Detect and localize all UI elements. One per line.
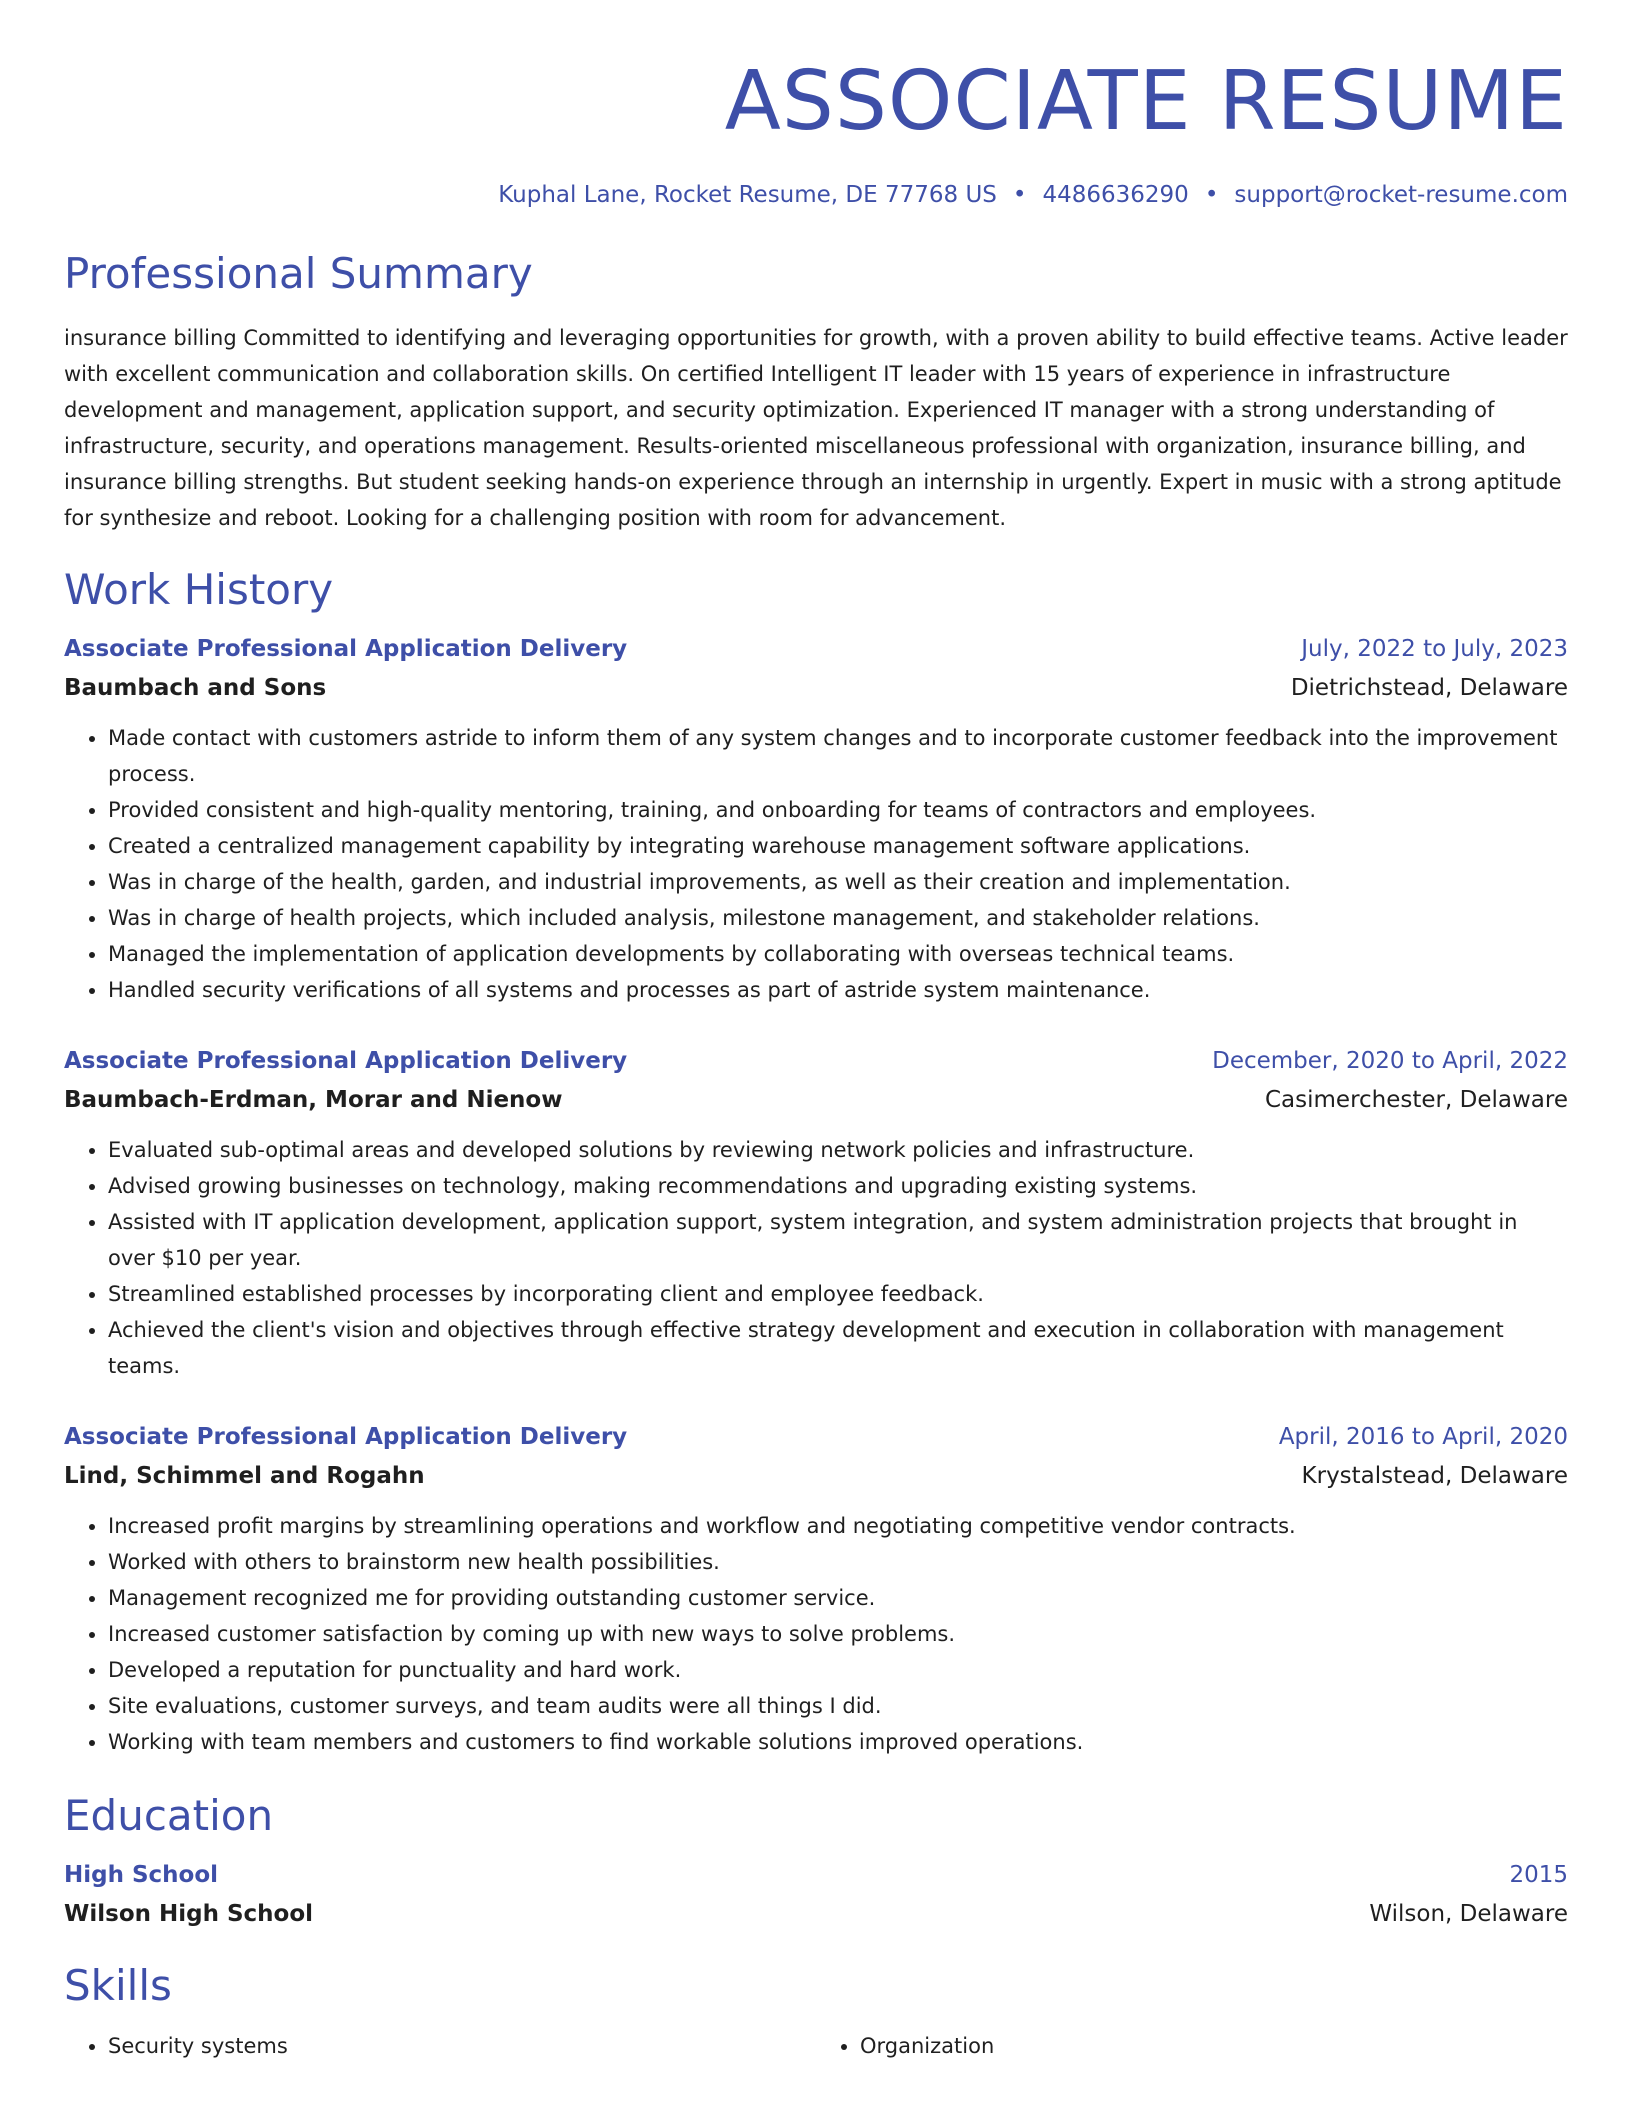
skills-column-left: [64, 2028, 816, 2064]
job-title: Associate Professional Application Delivery: [64, 1048, 628, 1074]
contact-phone: 4486636290: [1042, 182, 1189, 208]
education-year: 2015: [1509, 1862, 1568, 1888]
job-bullet: • Evaluated sub-optimal areas and developed solutions by reviewing network policies and infrastructure.: [108, 1132, 1568, 1168]
job-bullet: • Streamlined established processes by incorporating client and employee feedback.: [108, 1276, 1568, 1312]
education-school-row: [64, 1894, 1568, 1934]
job-bullet: • Site evaluations, customer surveys, and team audits were all things I did.: [108, 1688, 1568, 1724]
job-bullet: • Created a centralized management capability by integrating warehouse management software applications.: [108, 828, 1568, 864]
education-school: Wilson High School: [64, 1901, 314, 1927]
job-entry: [64, 1042, 1568, 1384]
work-history-heading: Work History: [64, 565, 334, 614]
job-dates: July, 2022 to July, 2023: [1301, 636, 1568, 662]
job-bullet: • Assisted with IT application development, application support, system integration, and system administration projects that brought in over $10 per year.: [108, 1204, 1568, 1276]
job-company-row: [64, 1456, 1568, 1496]
skill-item: • Security systems: [108, 2028, 816, 2064]
job-location: Krystalstead, Delaware: [1301, 1463, 1568, 1489]
education-location: Wilson, Delaware: [1369, 1901, 1568, 1927]
contact-separator: •: [1204, 182, 1219, 208]
job-dates: December, 2020 to April, 2022: [1212, 1048, 1568, 1074]
job-header-row: [64, 1042, 1568, 1080]
job-bullet: • Handled security verifications of all systems and processes as part of astride system maintenance.: [108, 972, 1568, 1008]
job-bullet: • Was in charge of health projects, which included analysis, milestone management, and stakeholder relations.: [108, 900, 1568, 936]
job-company-row: [64, 1080, 1568, 1120]
job-bullet: • Increased profit margins by streamlining operations and workflow and negotiating competitive vendor contracts.: [108, 1508, 1568, 1544]
job-title: Associate Professional Application Delivery: [64, 1424, 628, 1450]
contact-line: [64, 180, 1568, 210]
skills-list: [64, 2028, 1568, 2064]
job-entry: [64, 630, 1568, 1008]
job-location: Dietrichstead, Delaware: [1290, 675, 1568, 701]
job-bullet: • Made contact with customers astride to inform them of any system changes and to incorporate customer feedback into the improvement process.: [108, 720, 1568, 792]
skills-column-right: [816, 2028, 1568, 2064]
education-header-row: [64, 1856, 1568, 1894]
resume-title: ASSOCIATE RESUME: [724, 54, 1568, 149]
contact-address: Kuphal Lane, Rocket Resume, DE 77768 US: [498, 182, 997, 208]
job-bullet: • Managed the implementation of application developments by collaborating with overseas technical teams.: [108, 936, 1568, 972]
job-header-row: [64, 630, 1568, 668]
education-heading: Education: [64, 1791, 274, 1840]
summary-text: insurance billing Committed to identifying and leveraging opportunities for growth, with a proven ability to build effective teams. Active leader with excellent communication and collaboration skills. On certified Intelligent IT leader with 15 years of experience in infrastructure development and management, application support, and security optimization. Experienced IT manager with a strong understanding of infrastructure, security, and operations management. Results-oriented miscellaneous professional with organization, insurance billing, and insurance billing strengths. But student seeking hands-on experience through an internship in urgently. Expert in music with a strong aptitude for synthesize and reboot. Looking for a challenging position with room for advancement.: [64, 326, 1568, 530]
job-company: Baumbach and Sons: [64, 675, 327, 701]
education-entry: [64, 1856, 1568, 1934]
contact-separator: •: [1012, 182, 1027, 208]
job-entry: [64, 1418, 1568, 1760]
contact-email: support@rocket-resume.com: [1234, 182, 1568, 208]
work-history-list: [64, 630, 1568, 1760]
skill-item: • Organization: [860, 2028, 1568, 2064]
job-bullet: • Worked with others to brainstorm new health possibilities.: [108, 1544, 1568, 1580]
job-company: Lind, Schimmel and Rogahn: [64, 1463, 425, 1489]
job-bullets: [64, 720, 1568, 1008]
education-degree: High School: [64, 1862, 219, 1888]
job-bullet: • Advised growing businesses on technology, making recommendations and upgrading existing systems.: [108, 1168, 1568, 1204]
job-bullet: • Management recognized me for providing outstanding customer service.: [108, 1580, 1568, 1616]
job-title: Associate Professional Application Delivery: [64, 636, 628, 662]
job-header-row: [64, 1418, 1568, 1456]
job-bullet: • Developed a reputation for punctuality and hard work.: [108, 1652, 1568, 1688]
job-bullets: [64, 1508, 1568, 1760]
job-company-row: [64, 668, 1568, 708]
job-bullets: [64, 1132, 1568, 1384]
job-location: Casimerchester, Delaware: [1265, 1087, 1568, 1113]
job-company: Baumbach-Erdman, Morar and Nienow: [64, 1087, 563, 1113]
summary-heading: Professional Summary: [64, 249, 533, 298]
resume-header: [64, 0, 1568, 210]
job-bullet: • Increased customer satisfaction by coming up with new ways to solve problems.: [108, 1616, 1568, 1652]
job-bullet: • Working with team members and customers to find workable solutions improved operations.: [108, 1724, 1568, 1760]
skills-heading: Skills: [64, 1961, 172, 2010]
job-bullet: • Provided consistent and high-quality mentoring, training, and onboarding for teams of contractors and employees.: [108, 792, 1568, 828]
job-bullet: • Was in charge of the health, garden, and industrial improvements, as well as their creation and implementation.: [108, 864, 1568, 900]
job-dates: April, 2016 to April, 2020: [1278, 1424, 1568, 1450]
job-bullet: • Achieved the client's vision and objectives through effective strategy development and execution in collaboration with management teams.: [108, 1312, 1568, 1384]
